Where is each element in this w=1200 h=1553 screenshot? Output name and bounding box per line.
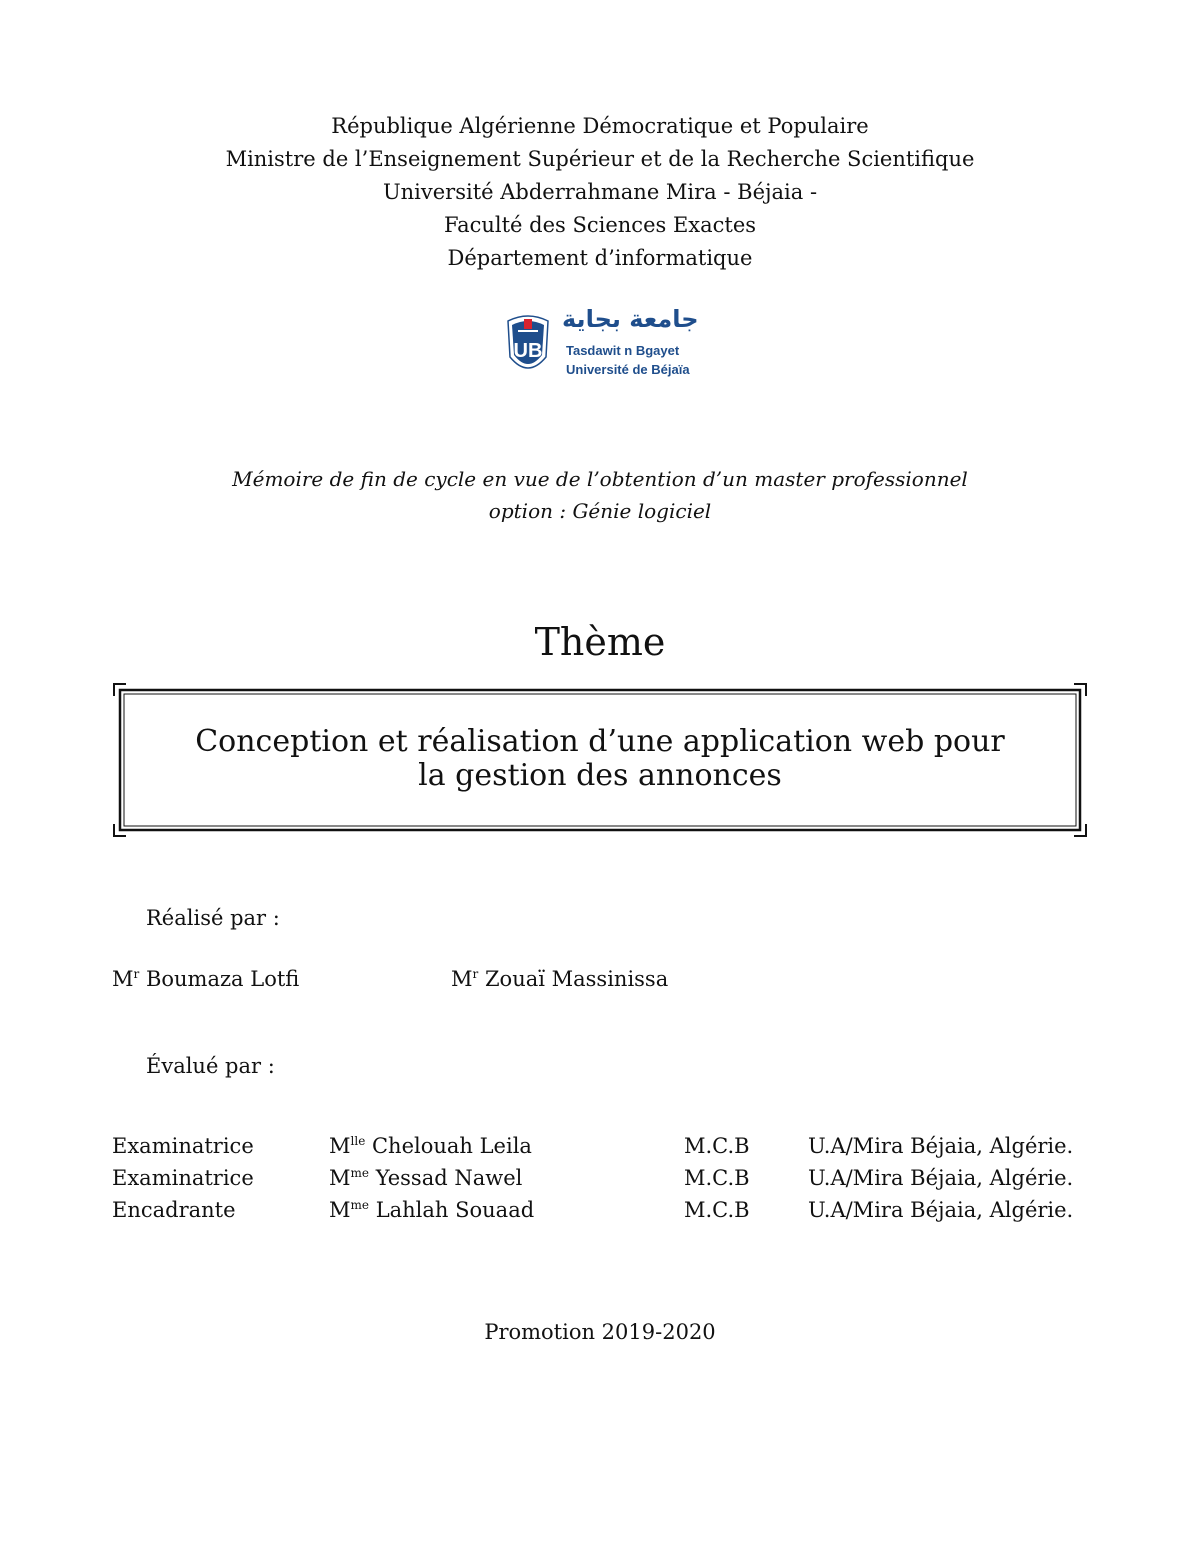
header-line-department: Département d’informatique xyxy=(447,246,753,270)
theme-heading: Thème xyxy=(534,620,666,664)
author-1-prefix: M xyxy=(112,967,134,991)
jury-row-affiliation: U.A/Mira Béjaia, Algérie. xyxy=(808,1134,1074,1158)
jury-title-sup: me xyxy=(350,1166,369,1180)
title-line-2: la gestion des annonces xyxy=(418,758,782,793)
jury-row-name xyxy=(329,1134,532,1158)
promotion-year: Promotion 2019-2020 xyxy=(484,1320,716,1344)
jury-row-grade: M.C.B xyxy=(684,1198,750,1222)
jury-row-affiliation: U.A/Mira Béjaia, Algérie. xyxy=(808,1198,1074,1222)
jury-name: Yessad Nawel xyxy=(375,1166,523,1190)
author-2-title-sup: r xyxy=(472,967,479,981)
author-2-name: Zouaï Massinissa xyxy=(484,967,669,991)
jury-row-name xyxy=(329,1198,534,1222)
jury-row-role: Encadrante xyxy=(112,1198,236,1222)
jury-title-sup: lle xyxy=(350,1134,366,1148)
jury-row-affiliation: U.A/Mira Béjaia, Algérie. xyxy=(808,1166,1074,1190)
evalue-label: Évalué par : xyxy=(146,1054,275,1078)
thesis-title xyxy=(0,725,1200,793)
jury-row-role: Examinatrice xyxy=(112,1166,254,1190)
thesis-subtitle xyxy=(0,463,1200,527)
jury-prefix: M xyxy=(329,1166,351,1190)
university-logo xyxy=(502,305,702,381)
author-2 xyxy=(451,967,668,991)
jury-prefix: M xyxy=(329,1198,351,1222)
title-line-1: Conception et réalisation d’une application web pour xyxy=(195,724,1005,759)
realise-label: Réalisé par : xyxy=(146,906,280,930)
jury-title-sup: me xyxy=(350,1198,369,1212)
logo-line-french: Université de Béjaïa xyxy=(566,362,690,377)
jury-row-role: Examinatrice xyxy=(112,1134,254,1158)
header-line-faculty: Faculté des Sciences Exactes xyxy=(443,213,757,237)
author-1 xyxy=(112,967,299,991)
subtitle-line-option: option : Génie logiciel xyxy=(488,499,712,523)
author-1-title-sup: r xyxy=(133,967,140,981)
author-2-prefix: M xyxy=(451,967,473,991)
author-1-name: Boumaza Lotfi xyxy=(145,967,300,991)
jury-name: Lahlah Souaad xyxy=(375,1198,535,1222)
institution-header xyxy=(0,110,1200,275)
header-line-republic: République Algérienne Démocratique et Populaire xyxy=(331,114,869,138)
header-line-ministry: Ministre de l’Enseignement Supérieur et de la Recherche Scientifique xyxy=(225,147,975,171)
header-line-university: Université Abderrahmane Mira - Béjaia - xyxy=(382,180,818,204)
jury-name: Chelouah Leila xyxy=(371,1134,532,1158)
jury-row-grade: M.C.B xyxy=(684,1166,750,1190)
jury-prefix: M xyxy=(329,1134,351,1158)
svg-text:UB: UB xyxy=(513,340,543,362)
logo-line-kabyle: Tasdawit n Bgayet xyxy=(566,343,680,358)
logo-arabic: جامعة بجاية xyxy=(562,305,699,333)
subtitle-line-degree: Mémoire de fin de cycle en vue de l’obtention d’un master professionnel xyxy=(232,467,968,491)
jury-row-grade: M.C.B xyxy=(684,1134,750,1158)
jury-row-name xyxy=(329,1166,522,1190)
